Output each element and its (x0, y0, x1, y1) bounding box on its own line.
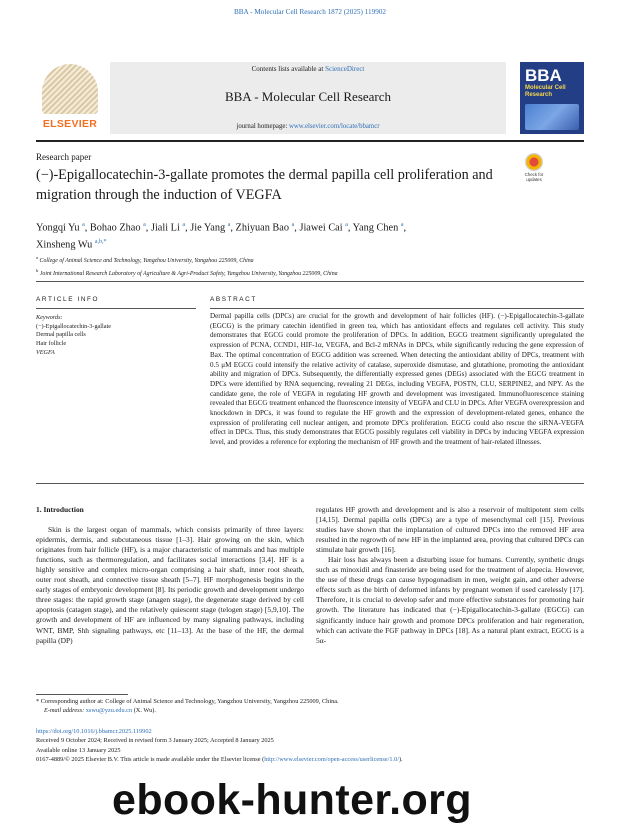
cover-subtitle: Molecular Cell Research (525, 85, 566, 98)
license-line (36, 755, 584, 764)
affiliation-text: Joint International Research Laboratory of Agriculture & Agri-Product Safety, Yangzhou University, Yangzhou 225009, China (39, 270, 338, 277)
author-name[interactable]: Jie Yang (190, 222, 226, 234)
keyword-item: Hair follicle (36, 340, 67, 348)
elsevier-wordmark: ELSEVIER (42, 118, 98, 130)
homepage-prefix: journal homepage: (236, 123, 289, 130)
homepage-line (110, 123, 506, 130)
body-paragraph: Skin is the largest organ of mammals, which consists primarily of three layers: epidermis, dermis, and subcutaneous tissue [1–3]. Hair growing on the skin, which originates from hair follicle (HF), is a major characteristic of mammals and has multiple functions, such as thermoregulation, and facilitates social interactions [3,4]. HF is a highly sensitive and complex micro-organ comprising a hair shaft, inner root sheath, outer root sheath, and connective tissue sheath [5–7]. HF morphogenesis begins in the early stages of embryonic development [8]. Its periodic growth and development undergo three stages: the rapid growth stage (anagen stage), the degenerate stage derived by cell apoptosis (catagen stage), and the relatively quiescent stage (telogen stage) [5,9,10]. The growth and development of HF are influenced by many signaling pathways, including WNT, BMP, Shh signaling pathways, etc [11–13]. At the base of the HF, the dermal papilla (DP) (36, 525, 304, 645)
keyword-item: (−)-Epigallocatechin-3-gallate (36, 322, 111, 330)
masthead-divider (36, 140, 584, 142)
body-paragraph: regulates HF growth and development and is also a reservoir of multipotent stem cells [14,15]. Dermal papilla cells (DPCs) are a type of mesenchymal cell [15]. Previous studies have shown that the implantation of cultured DPCs into the removed HF area resulted in the regrowth of new HF in the implanted area, proving that cultured DPCs can stimulate hair growth [16]. (316, 505, 584, 555)
email-suffix: (X. Wu). (132, 707, 156, 715)
article-info-heading: ARTICLE INFO (36, 296, 100, 303)
body-column-left (36, 505, 304, 646)
author-name[interactable]: Jiawei Cai (299, 222, 343, 234)
author-name[interactable]: Bohao Zhao (89, 222, 141, 234)
footnote-rule (36, 694, 128, 695)
running-head[interactable]: BBA - Molecular Cell Research 1872 (2025) 119902 (233, 8, 387, 16)
cover-title: BBA (525, 66, 562, 85)
author-affil-sup[interactable]: a,b,* (94, 239, 107, 246)
corresponding-author-text: * Corresponding author at: College of Animal Science and Technology, Yangzhou University, Yangzhou 225009, China. (36, 698, 339, 705)
elsevier-tree-icon (42, 64, 98, 114)
keywords-label: Keywords: (36, 314, 63, 321)
journal-info-box (110, 62, 506, 134)
author-affil-sup[interactable]: a (400, 222, 404, 228)
author-affil-sup[interactable]: a (345, 222, 348, 228)
keywords-block (36, 314, 196, 358)
article-info-rule (36, 308, 196, 309)
doi-link[interactable]: https://doi.org/10.1016/j.bbamcr.2025.119902 (36, 728, 152, 735)
affiliation-sup: a (36, 255, 39, 260)
author-name[interactable]: Jiali Li (150, 222, 180, 234)
sciencedirect-link[interactable]: ScienceDirect (325, 65, 365, 73)
watermark-text: ebook-hunter.org (112, 776, 472, 824)
journal-cover-thumbnail[interactable] (520, 62, 584, 134)
keyword-item: Dermal papilla cells (36, 331, 86, 339)
contents-line (110, 65, 506, 73)
header-divider (36, 281, 584, 282)
available-online-date: Available online 13 January 2025 (36, 746, 121, 754)
author-list: Yongqi Yu $^a$, Bohao Zhao $^a$, Jiali Li $^a$, Jie Yang $^a$, Zhiyuan Bao $^a$, Jiawei Cai $^a$, Yang Chen $^a$, Xinsheng Wu $^{a,b,*}$ (36, 222, 407, 251)
email-label: E-mail address: (44, 707, 86, 715)
check-for-updates-button[interactable] (521, 153, 547, 185)
author-name[interactable]: Yongqi Yu (36, 222, 80, 234)
cover-art-image (525, 104, 579, 130)
author-affil-sup[interactable]: a (82, 222, 85, 228)
author-name[interactable]: Xinsheng Wu (36, 239, 93, 251)
abstract-bottom-rule (36, 483, 584, 484)
check-updates-label: Check for updates (524, 172, 544, 182)
author-affil-sup[interactable]: a (291, 222, 295, 228)
affiliations (36, 253, 584, 279)
body-column-right (316, 505, 584, 646)
journal-masthead (36, 62, 584, 136)
journal-homepage-link[interactable]: www.elsevier.com/locate/bbamcr (288, 123, 380, 130)
author-affil-sup[interactable]: a (182, 222, 186, 228)
abstract-rule (210, 308, 584, 309)
author-name[interactable]: Yang Chen (352, 222, 399, 234)
keyword-item: VEGFA (36, 348, 55, 356)
abstract-heading: ABSTRACT (210, 296, 257, 303)
affiliation-line (36, 253, 584, 266)
article-type: Research paper (36, 152, 92, 162)
journal-title: BBA - Molecular Cell Research (224, 89, 392, 104)
license-suffix: ). (398, 755, 403, 763)
section-heading-introduction: 1. Introduction (36, 505, 84, 514)
email-line (36, 706, 584, 715)
author-email-link[interactable]: xswu@yzu.edu.cn (85, 707, 133, 715)
license-link[interactable]: http://www.elsevier.com/open-access/userlicense/1.0/ (264, 755, 399, 763)
received-dates: Received 9 October 2024; Received in revised form 3 January 2025; Accepted 8 January 2025 (36, 737, 274, 745)
elsevier-logo[interactable] (36, 62, 104, 134)
contents-prefix: Contents lists available at (251, 65, 326, 73)
check-updates-icon (525, 153, 543, 171)
article-title: (−)-Epigallocatechin-3-gallate promotes the dermal papilla cell proliferation and migration through the induction of VEGFA (36, 167, 493, 203)
author-name[interactable]: Zhiyuan Bao (235, 222, 290, 234)
abstract-text: Dermal papilla cells (DPCs) are crucial for the growth and development of hair follicles (HF). (−)-Epigallocatechin-3-gallate (EGCG) is the primary catechin identified in green tea, which has antioxidant effects and regulates cell activity. This study demonstrates that EGCG could promote the proliferation of DPCs. In addition, EGCG treatment significantly upregulated the expression of PCNA, CCND1, HIF-1α, VEGFA, and Bcl-2 mRNAs in DPCs, while significantly reducing the gene expression of Bax. The optimal concentration of EGCG addition was screened. When detecting the antioxidant ability of DPCs, treatment with 0.5 μM EGCG could intensify the relative activity of catalase, superoxide dismutase, and glutathione, promoting the antioxidant ability and migration of DPCs. Subsequently, the differentially expressed genes (DEGs) associated with the EGCG treatment in DPCs were identified by RNA sequencing, revealing 21 DEGs, including VEGFA, POSTN, CLU, SERPINE2, and NPY. As the candidate gene, the role of VEGFA in regulating HF growth and development was investigated. Immunofluorescence staining revealed that EGCG treatment enhanced the fluorescence intensity of VEGFA and CLU in DPCs. After VEGFA overexpression and knockdown in DPCs, it was found to regulate the HF growth and the expression of development-related genes, enhance the expression of proliferating cell nuclear antigen, and promote DPCs proliferation. EGCG could also rescue the siRNA-VEGFA effect in DPCs. Thus, this study demonstrates that EGCG possibly regulates cell viability in DPCs by inducing VEGFA expression level, and provides a reference for exploring the mechanism of HF growth and the treatment of hair-related illnesses. (210, 312, 584, 447)
affiliation-sup: b (36, 267, 39, 273)
corresponding-author-footnote (36, 697, 584, 715)
publication-info (36, 727, 584, 764)
license-prefix: 0167-4889/© 2025 Elsevier B.V. This article is made available under the Elsevier license ( (36, 755, 265, 763)
affiliation-line (36, 266, 584, 279)
author-affil-sup[interactable]: a (143, 222, 146, 228)
affiliation-text: College of Animal Science and Technology, Yangzhou University, Yangzhou 225009, China (39, 257, 254, 264)
body-paragraph: Hair loss has always been a disturbing issue for humans. Currently, synthetic drugs such as minoxidil and finasteride are being used for the treatment of alopecia. However, the use of these drugs can cause hypogonadism in men, weight gain, and other adverse effects such as the birth of deformed infants by pregnant women if used carelessly [17]. Therefore, it is crucial to develop safer and more effective substances for promoting hair growth. The literature has indicated that (−)-Epigallocatechin-3-gallate (EGCG) can significantly induce hair growth and promote DPCs proliferation and hair regeneration, which can activate the FGF pathway in DPCs [18]. As a natural plant extract, EGCG is a 5α- (316, 555, 584, 645)
author-affil-sup[interactable]: a (227, 222, 231, 228)
